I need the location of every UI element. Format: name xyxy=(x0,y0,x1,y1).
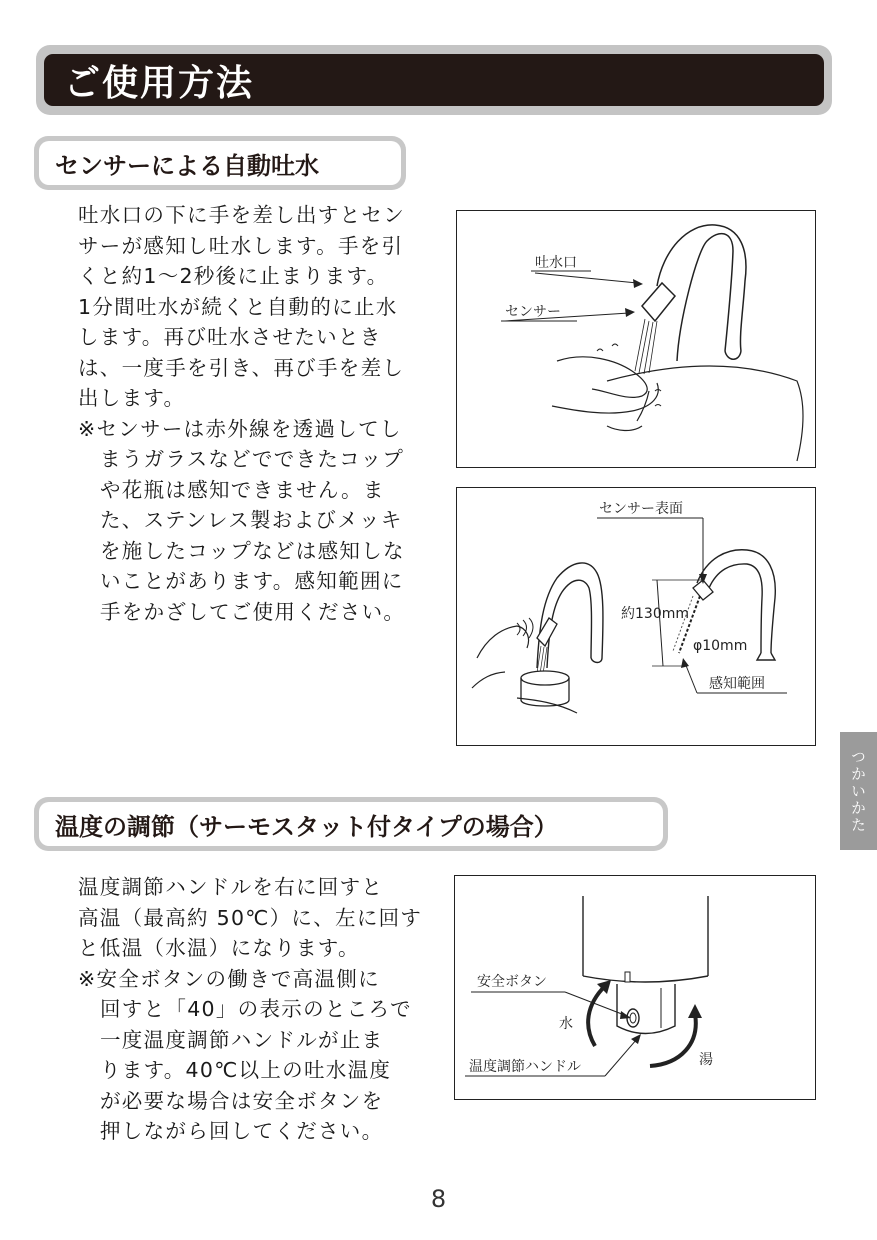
note-line: まうガラスなどでできたコップ xyxy=(100,447,405,471)
distance-label: 約130mm xyxy=(621,606,689,622)
temperature-handle-illustration xyxy=(455,876,814,1098)
text-line: 出します。 xyxy=(78,386,186,410)
text-line: と低温（水温）になります。 xyxy=(78,936,360,960)
text-line: 温度調節ハンドルを右に回すと xyxy=(78,875,384,899)
text-line: します。再び吐水させたいとき xyxy=(78,325,382,349)
note-line: た、ステンレス製およびメッキ xyxy=(100,508,403,532)
note-line: ります。40℃以上の吐水温度 xyxy=(100,1058,392,1082)
note-line: を施したコップなどは感知しな xyxy=(100,538,405,563)
section-heading-temperature-text: 温度の調節（サーモスタット付タイプの場合） xyxy=(39,802,663,846)
note-line: ※センサーは赤外線を透過してし xyxy=(78,416,402,441)
text-line: サーが感知し吐水します。手を引 xyxy=(78,233,404,258)
text-line: くと約1～2秒後に止まります。 xyxy=(78,264,389,288)
text-line: は、一度手を引き、再び手を差し xyxy=(78,355,405,380)
section-heading-sensor xyxy=(34,136,406,190)
note-line: 手をかざしてご使用ください。 xyxy=(100,599,406,624)
temperature-handle-figure xyxy=(454,875,816,1100)
diameter-label: φ10mm xyxy=(693,638,748,654)
safety-button-label: 安全ボタン xyxy=(477,974,547,990)
note-line: いことがあります。感知範囲に xyxy=(100,569,404,593)
note-line: 回すと「40」の表示のところで xyxy=(100,997,412,1021)
faucet-sensor-figure xyxy=(456,210,816,468)
sensing-range-figure xyxy=(456,487,816,746)
faucet-sensor-illustration xyxy=(457,211,814,466)
sensor-label: センサー xyxy=(505,304,561,320)
text-line: 1分間吐水が続くと自動的に止水 xyxy=(78,294,398,319)
range-label: 感知範囲 xyxy=(709,676,765,692)
note-line: や花瓶は感知できません。ま xyxy=(100,477,385,502)
note-line: ※安全ボタンの働きで高温側に xyxy=(78,966,380,991)
handle-label: 温度調節ハンドル xyxy=(469,1059,581,1075)
sensing-range-illustration xyxy=(457,488,814,744)
sensor-surface-label: センサー表面 xyxy=(599,501,683,517)
section-heading-sensor-text: センサーによる自動吐水 xyxy=(39,141,401,185)
note-line: 一度温度調節ハンドルが止ま xyxy=(100,1027,384,1052)
text-line: 吐水口の下に手を差し出すとセン xyxy=(78,203,405,227)
side-tab: つかいかた xyxy=(840,732,877,850)
hot-label: 湯 xyxy=(699,1052,713,1068)
section-heading-temperature xyxy=(34,797,668,851)
text-line: 高温（最高約 50℃）に、左に回す xyxy=(78,905,423,930)
cold-label: 水 xyxy=(559,1016,573,1032)
spout-label: 吐水口 xyxy=(535,255,577,271)
note-line: が必要な場合は安全ボタンを xyxy=(100,1088,384,1113)
page-number: 8 xyxy=(430,1185,447,1213)
page-title: ご使用方法 xyxy=(44,54,824,106)
main-title-banner xyxy=(36,45,832,115)
sensor-description xyxy=(78,200,405,627)
temperature-description xyxy=(78,872,422,1147)
note-line: 押しながら回してください。 xyxy=(100,1119,384,1143)
